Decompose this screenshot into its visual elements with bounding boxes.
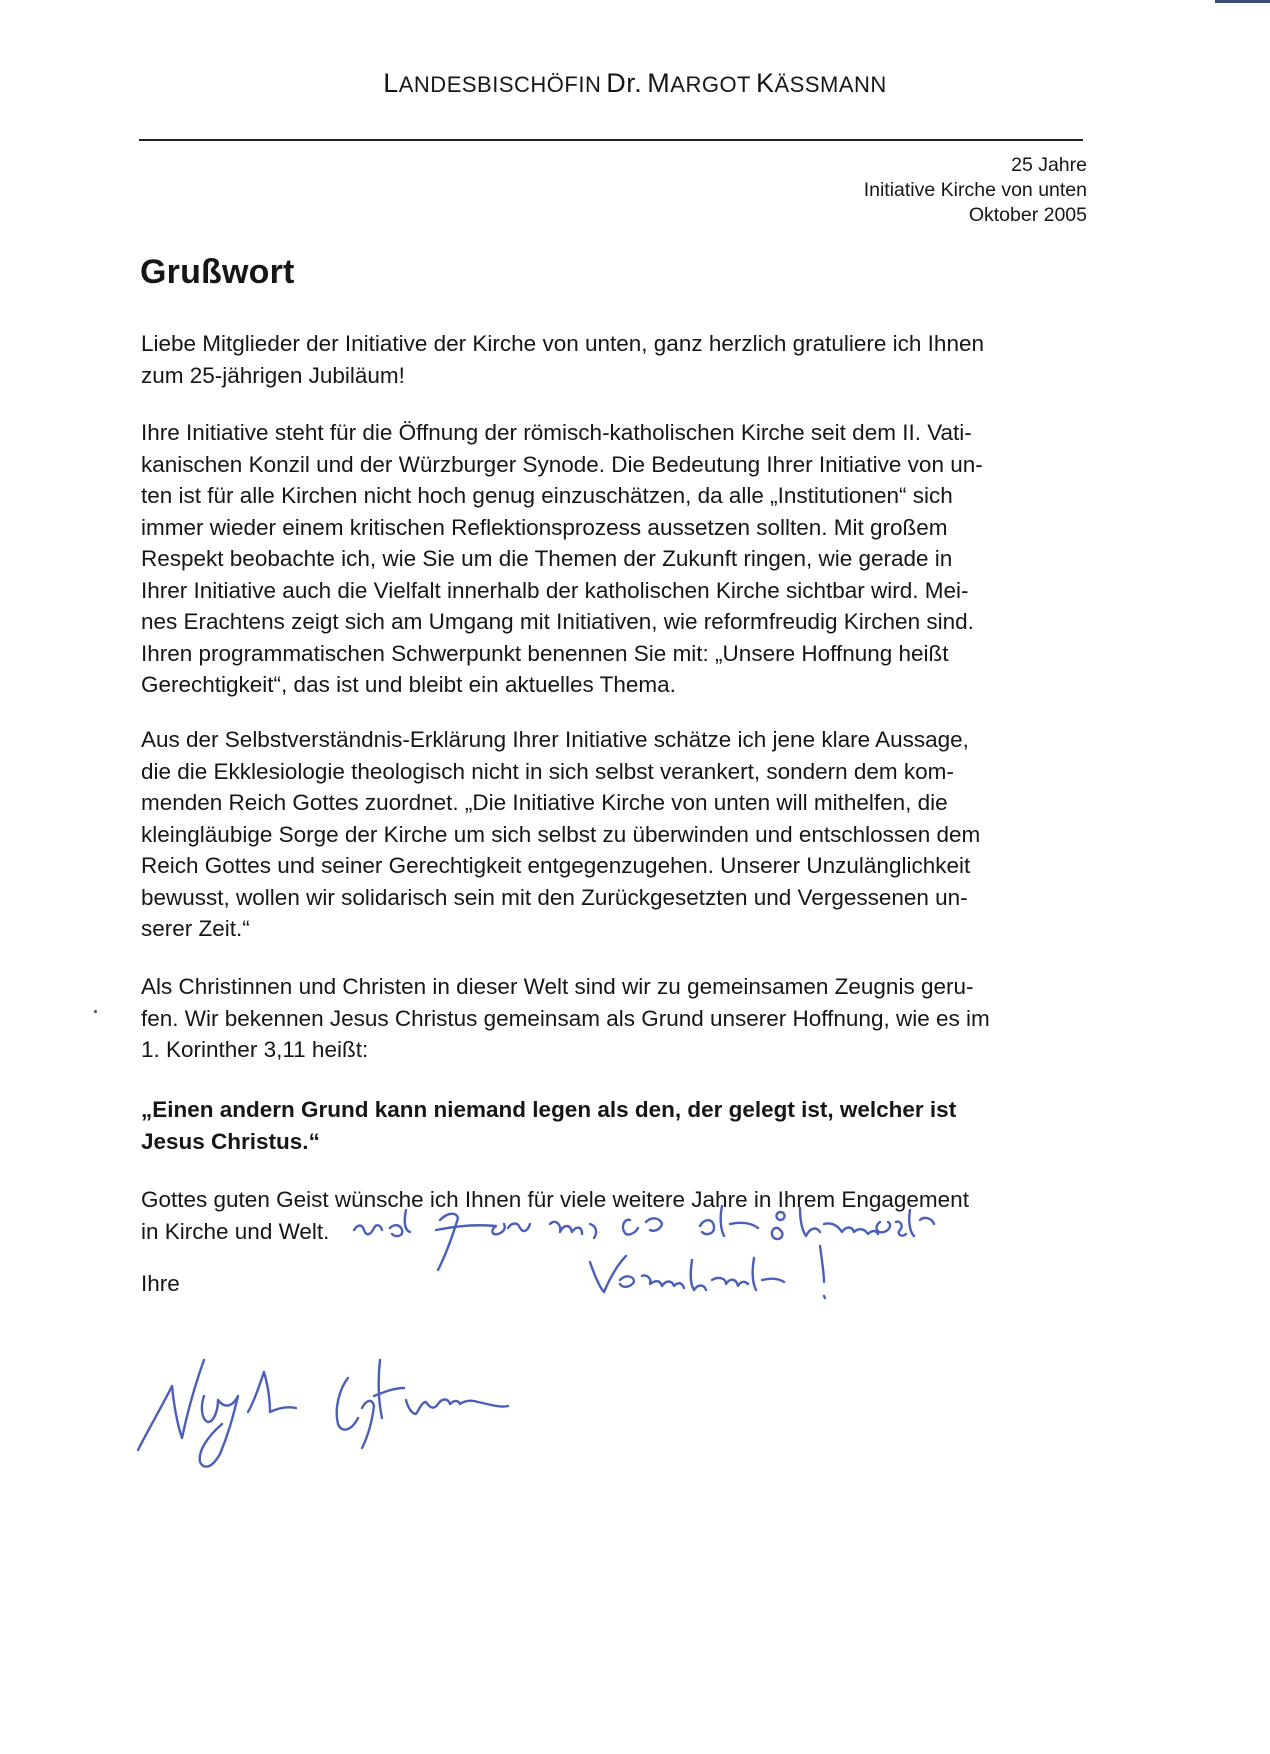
text-line: menden Reich Gottes zuordnet. „Die Initiative Kirche von unten will mithelfen, die xyxy=(141,790,948,815)
text-line: in Kirche und Welt. xyxy=(141,1218,330,1244)
letterhead xyxy=(0,68,1270,99)
text-line: die die Ekklesiologie theologisch nicht in sich selbst verankert, sondern dem kom- xyxy=(141,758,954,784)
paragraph-initiative xyxy=(141,417,1091,701)
closing-salutation: Ihre xyxy=(141,1271,180,1296)
quote-line: Jesus Christus.“ xyxy=(141,1128,320,1154)
text-line: zum 25-jährigen Jubiläum! xyxy=(141,362,405,388)
text-line: kanischen Konzil und der Würzburger Synode. Die Bedeutung Ihrer Initiative von un- xyxy=(141,451,983,477)
text-line: ten ist für alle Kirchen nicht hoch genug einzuschätzen, da alle „Institutionen“ sich xyxy=(141,483,953,508)
letterhead-initial-l: L xyxy=(383,68,399,98)
letterhead-argot: ARGOT xyxy=(670,72,751,97)
page-title: Grußwort xyxy=(140,253,295,291)
letterhead-initial-m: M xyxy=(647,68,671,98)
letterhead-rule xyxy=(139,139,1083,141)
bible-quote xyxy=(141,1094,1091,1157)
paragraph-wishes xyxy=(141,1184,1091,1247)
text-line: 1. Korinther 3,11 heißt: xyxy=(141,1037,369,1062)
text-line: Gerechtigkeit“, das ist und bleibt ein aktuelles Thema. xyxy=(141,672,676,697)
scan-edge-mark xyxy=(1215,0,1270,3)
letterhead-andesbischoefin: ANDESBISCHÖFIN xyxy=(398,72,602,97)
occasion-line-2: Initiative Kirche von unten xyxy=(863,179,1087,201)
text-line: Ihre Initiative steht für die Öffnung der römisch-katholischen Kirche seit dem II. Vati- xyxy=(141,420,972,445)
text-line: kleingläubige Sorge der Kirche um sich selbst zu überwinden und entschlossen dem xyxy=(141,821,981,847)
text-line: Respekt beobachte ich, wie Sie um die Themen der Zukunft ringen, wie gerade in xyxy=(141,546,953,571)
text-line: fen. Wir bekennen Jesus Christus gemeinsam als Grund unserer Hoffnung, wie es im xyxy=(141,1005,990,1031)
text-line: Ihrer Initiative auch die Vielfalt innerhalb der katholischen Kirche sichtbar wird. Mei- xyxy=(141,577,969,603)
text-line: Ihren programmatischen Schwerpunkt benennen Sie mit: „Unsere Hoffnung heißt xyxy=(141,640,949,666)
text-line: Reich Gottes und seiner Gerechtigkeit entgegenzugehen. Unserer Unzulänglichkeit xyxy=(141,853,971,878)
text-line: nes Erachtens zeigt sich am Umgang mit Initiativen, wie reformfreudig Kirchen sind. xyxy=(141,609,974,634)
occasion-block xyxy=(864,153,1087,228)
occasion-line-3: Oktober 2005 xyxy=(968,204,1087,226)
paragraph-testimony xyxy=(141,971,1091,1066)
text-line: Liebe Mitglieder der Initiative der Kirche von unten, ganz herzlich gratuliere ich Ihnen xyxy=(141,331,984,356)
scan-speck xyxy=(94,1010,97,1013)
text-line: Gottes guten Geist wünsche ich Ihnen für viele weitere Jahre in Ihrem Engagement xyxy=(141,1187,969,1212)
text-line: Als Christinnen und Christen in dieser Welt sind wir zu gemeinsamen Zeugnis geru- xyxy=(141,974,974,999)
text-line: bewusst, wollen wir solidarisch sein mit den Zurückgesetzten und Vergessenen un- xyxy=(141,884,968,910)
text-line: immer wieder einem kritischen Reflektionsprozess aussetzen sollten. Mit großem xyxy=(141,514,948,540)
letterhead-aessmann: ÄSSMANN xyxy=(774,72,887,97)
occasion-line-1: 25 Jahre xyxy=(1011,154,1087,176)
quote-line: „Einen andern Grund kann niemand legen als den, der gelegt ist, welcher ist xyxy=(141,1097,957,1122)
text-line: serer Zeit.“ xyxy=(141,916,250,941)
text-line: Aus der Selbstverständnis-Erklärung Ihrer Initiative schätze ich jene klare Aussage, xyxy=(141,727,969,752)
paragraph-self-understanding xyxy=(141,724,1091,945)
letterhead-dr: Dr. xyxy=(606,68,643,98)
handwritten-signature xyxy=(130,1300,630,1480)
paragraph-greeting xyxy=(141,328,1091,391)
letterhead-initial-k: K xyxy=(755,68,775,98)
